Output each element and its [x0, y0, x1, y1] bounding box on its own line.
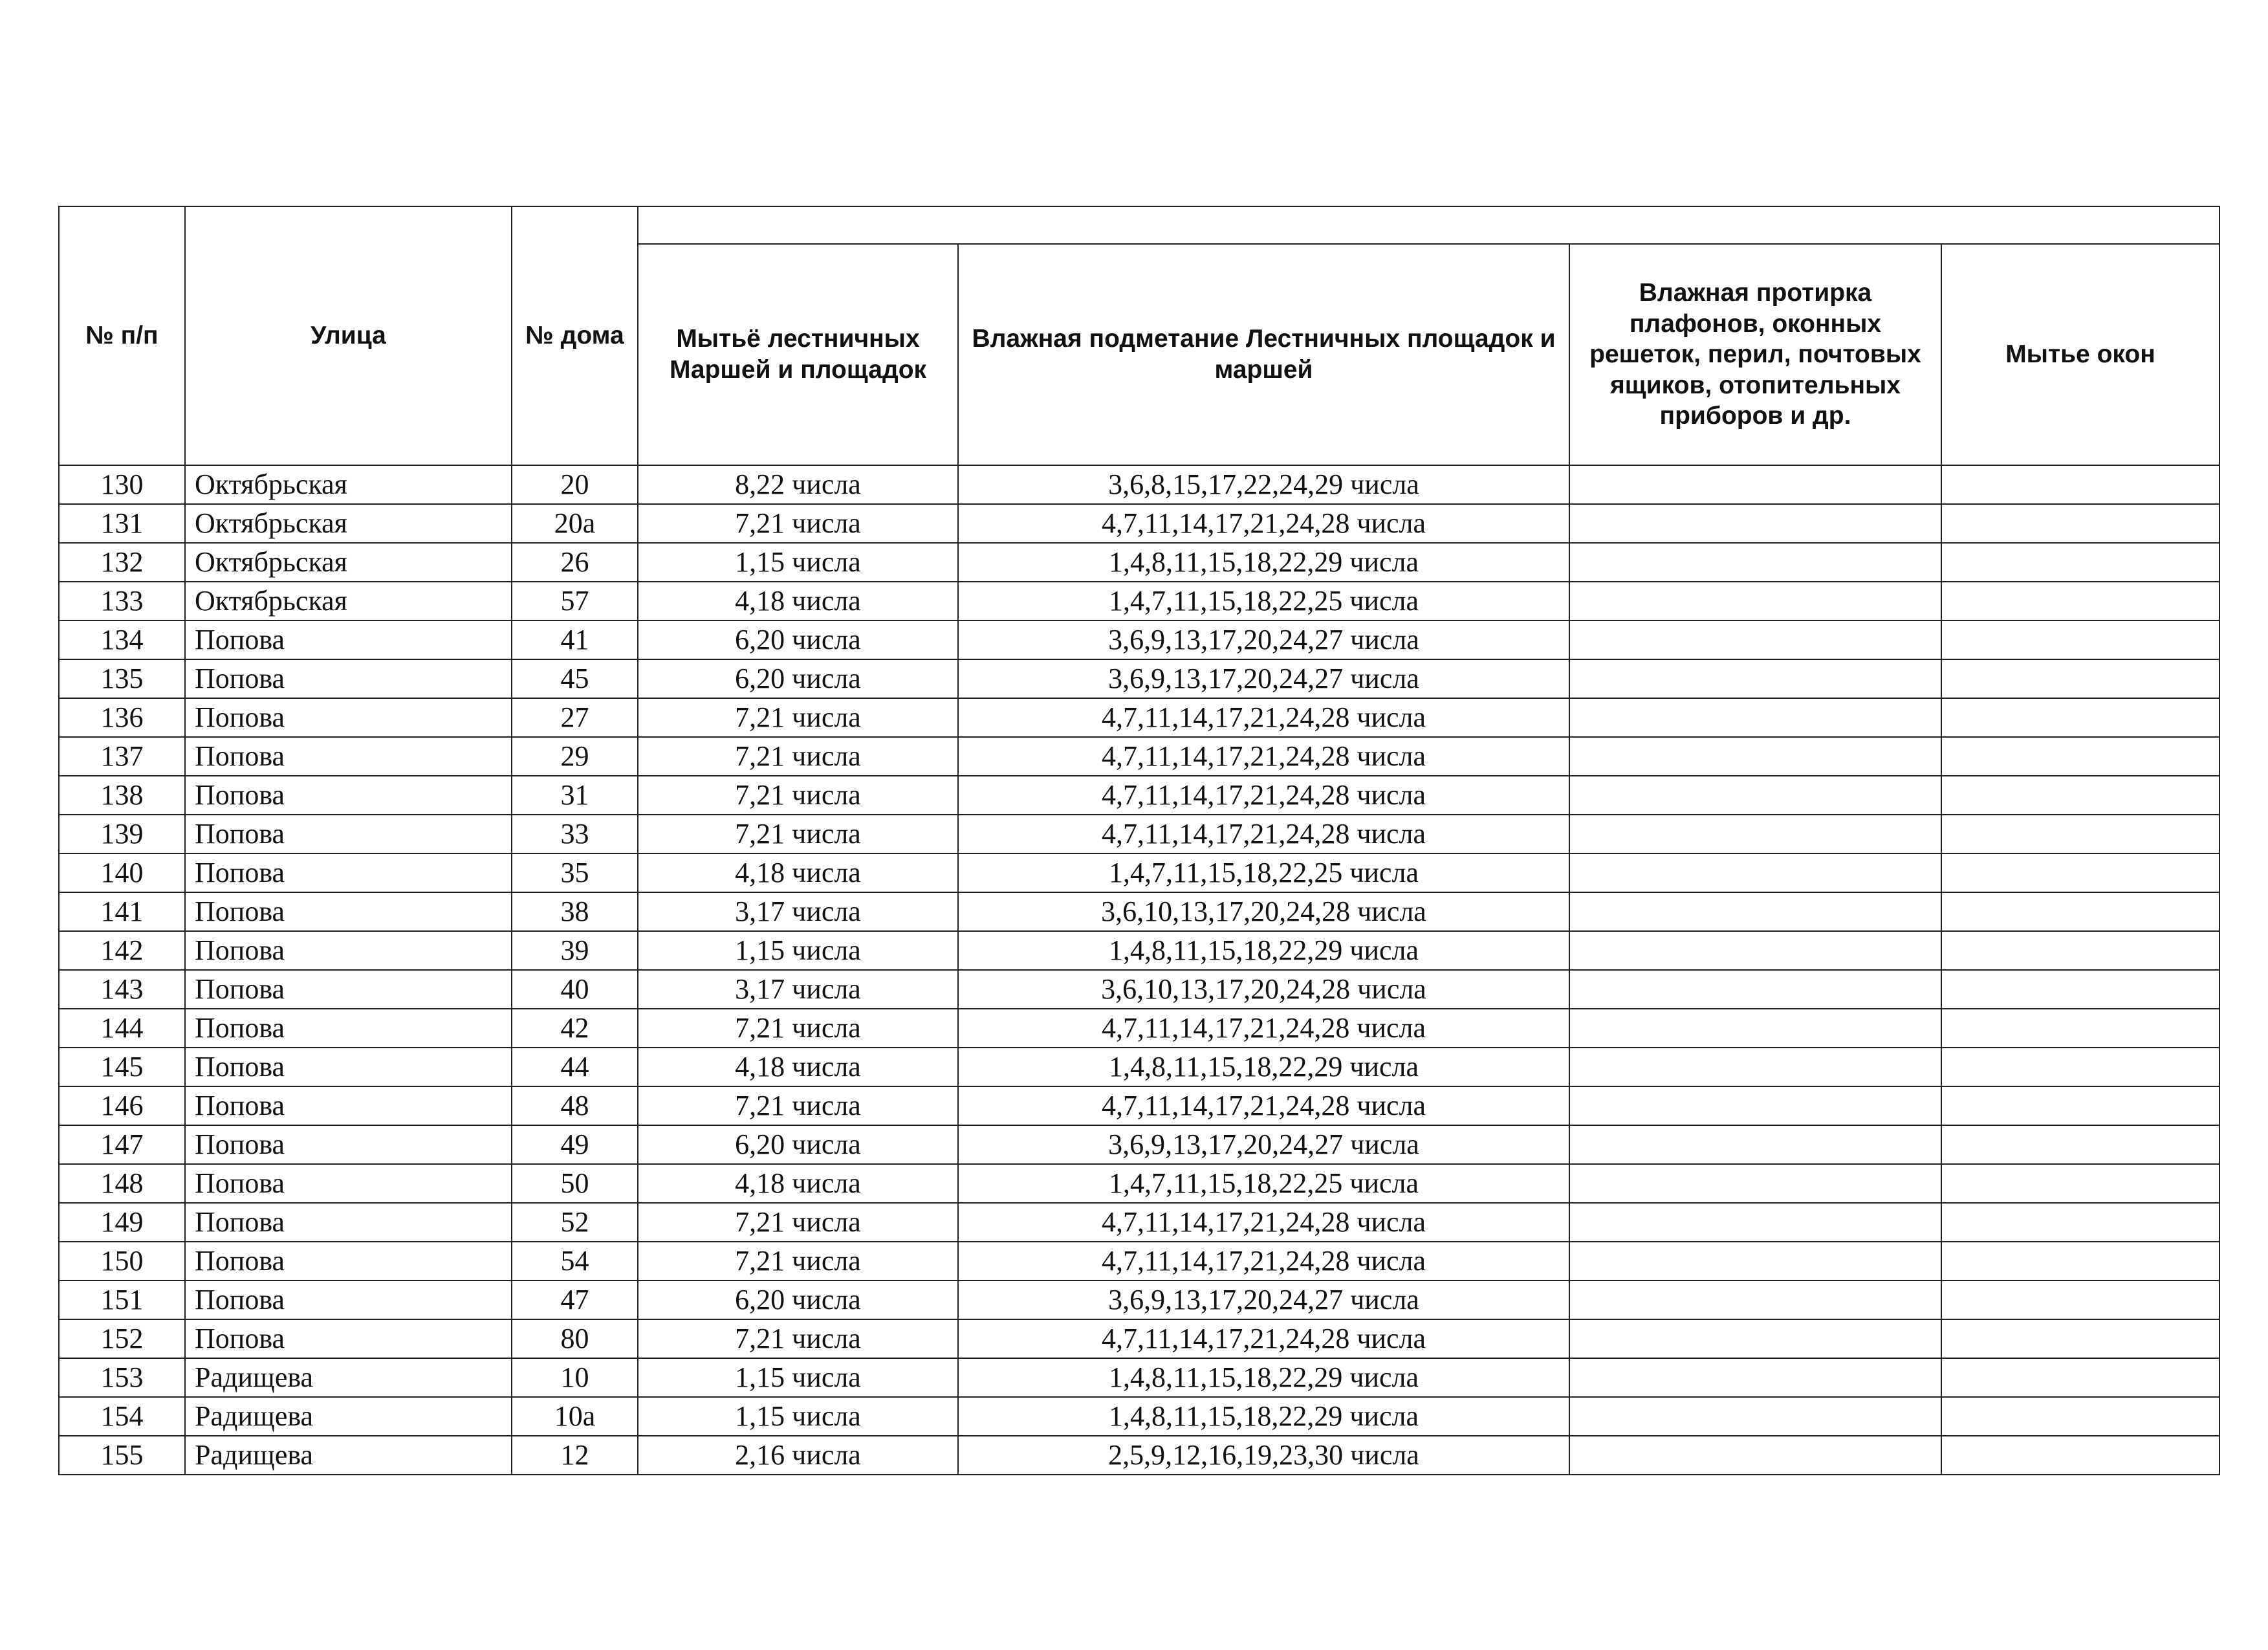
window-wash-cell	[1941, 1086, 2219, 1125]
wipe-schedule-cell	[1569, 970, 1941, 1009]
house-number-cell: 49	[512, 1125, 638, 1164]
wipe-schedule-cell	[1569, 465, 1941, 504]
window-wash-cell	[1941, 815, 2219, 853]
street-cell: Октябрьская	[185, 543, 512, 582]
street-cell: Попова	[185, 853, 512, 892]
house-number-cell: 31	[512, 776, 638, 815]
house-number-cell: 12	[512, 1436, 638, 1475]
table-row	[59, 698, 2219, 737]
sweep-schedule-cell: 2,5,9,12,16,19,23,30 числа	[958, 1436, 1569, 1475]
table-row	[59, 504, 2219, 543]
street-cell: Радищева	[185, 1358, 512, 1397]
street-cell: Октябрьская	[185, 465, 512, 504]
wash-schedule-cell: 7,21 числа	[638, 504, 958, 543]
row-number-cell: 136	[59, 698, 185, 737]
wash-schedule-cell: 7,21 числа	[638, 776, 958, 815]
header-number: № п/п	[59, 206, 185, 465]
house-number-cell: 42	[512, 1009, 638, 1048]
table-row	[59, 815, 2219, 853]
wash-schedule-cell: 7,21 числа	[638, 1009, 958, 1048]
street-cell: Попова	[185, 931, 512, 970]
table-row	[59, 1086, 2219, 1125]
table-row	[59, 1125, 2219, 1164]
sweep-schedule-cell: 1,4,8,11,15,18,22,29 числа	[958, 1397, 1569, 1436]
house-number-cell: 26	[512, 543, 638, 582]
table-row	[59, 543, 2219, 582]
window-wash-cell	[1941, 504, 2219, 543]
window-wash-cell	[1941, 853, 2219, 892]
wash-schedule-cell: 7,21 числа	[638, 1319, 958, 1358]
wipe-schedule-cell	[1569, 1048, 1941, 1086]
house-number-cell: 20а	[512, 504, 638, 543]
house-number-cell: 27	[512, 698, 638, 737]
window-wash-cell	[1941, 698, 2219, 737]
house-number-cell: 45	[512, 659, 638, 698]
table-row	[59, 892, 2219, 931]
window-wash-cell	[1941, 465, 2219, 504]
sweep-schedule-cell: 4,7,11,14,17,21,24,28 числа	[958, 815, 1569, 853]
table-row	[59, 1397, 2219, 1436]
house-number-cell: 54	[512, 1242, 638, 1281]
house-number-cell: 57	[512, 582, 638, 621]
header-house: № дома	[512, 206, 638, 465]
table-row	[59, 1242, 2219, 1281]
street-cell: Попова	[185, 815, 512, 853]
house-number-cell: 52	[512, 1203, 638, 1242]
row-number-cell: 155	[59, 1436, 185, 1475]
street-cell: Октябрьская	[185, 582, 512, 621]
wash-schedule-cell: 8,22 числа	[638, 465, 958, 504]
window-wash-cell	[1941, 892, 2219, 931]
table-row	[59, 1281, 2219, 1319]
sweep-schedule-cell: 4,7,11,14,17,21,24,28 числа	[958, 1242, 1569, 1281]
house-number-cell: 41	[512, 621, 638, 659]
table-row	[59, 621, 2219, 659]
window-wash-cell	[1941, 1358, 2219, 1397]
wash-schedule-cell: 4,18 числа	[638, 853, 958, 892]
window-wash-cell	[1941, 543, 2219, 582]
wipe-schedule-cell	[1569, 776, 1941, 815]
house-number-cell: 38	[512, 892, 638, 931]
window-wash-cell	[1941, 1009, 2219, 1048]
house-number-cell: 80	[512, 1319, 638, 1358]
row-number-cell: 152	[59, 1319, 185, 1358]
sweep-schedule-cell: 3,6,8,15,17,22,24,29 числа	[958, 465, 1569, 504]
wipe-schedule-cell	[1569, 1086, 1941, 1125]
house-number-cell: 40	[512, 970, 638, 1009]
row-number-cell: 147	[59, 1125, 185, 1164]
wash-schedule-cell: 6,20 числа	[638, 659, 958, 698]
row-number-cell: 132	[59, 543, 185, 582]
sweep-schedule-cell: 4,7,11,14,17,21,24,28 числа	[958, 1319, 1569, 1358]
house-number-cell: 10	[512, 1358, 638, 1397]
table-row	[59, 1319, 2219, 1358]
row-number-cell: 143	[59, 970, 185, 1009]
row-number-cell: 142	[59, 931, 185, 970]
header-sweep: Влажная подметание Лестничных площадок и маршей	[958, 244, 1569, 465]
sweep-schedule-cell: 4,7,11,14,17,21,24,28 числа	[958, 1009, 1569, 1048]
window-wash-cell	[1941, 776, 2219, 815]
wipe-schedule-cell	[1569, 1436, 1941, 1475]
street-cell: Попова	[185, 737, 512, 776]
house-number-cell: 48	[512, 1086, 638, 1125]
sweep-schedule-cell: 1,4,8,11,15,18,22,29 числа	[958, 543, 1569, 582]
house-number-cell: 35	[512, 853, 638, 892]
wash-schedule-cell: 3,17 числа	[638, 970, 958, 1009]
row-number-cell: 149	[59, 1203, 185, 1242]
wash-schedule-cell: 6,20 числа	[638, 1125, 958, 1164]
sweep-schedule-cell: 4,7,11,14,17,21,24,28 числа	[958, 1086, 1569, 1125]
street-cell: Попова	[185, 1048, 512, 1086]
street-cell: Попова	[185, 1125, 512, 1164]
table-row	[59, 970, 2219, 1009]
table-row	[59, 776, 2219, 815]
cleaning-schedule-table	[58, 206, 2220, 1475]
window-wash-cell	[1941, 1125, 2219, 1164]
street-cell: Попова	[185, 1009, 512, 1048]
wash-schedule-cell: 7,21 числа	[638, 1242, 958, 1281]
row-number-cell: 131	[59, 504, 185, 543]
wash-schedule-cell: 7,21 числа	[638, 698, 958, 737]
table-row	[59, 1164, 2219, 1203]
row-number-cell: 140	[59, 853, 185, 892]
house-number-cell: 50	[512, 1164, 638, 1203]
header-wash: Мытьё лестничных Маршей и площадок	[638, 244, 958, 465]
wash-schedule-cell: 6,20 числа	[638, 1281, 958, 1319]
street-cell: Радищева	[185, 1397, 512, 1436]
table-body	[59, 465, 2219, 1475]
row-number-cell: 130	[59, 465, 185, 504]
sweep-schedule-cell: 3,6,9,13,17,20,24,27 числа	[958, 659, 1569, 698]
window-wash-cell	[1941, 737, 2219, 776]
sweep-schedule-cell: 1,4,7,11,15,18,22,25 числа	[958, 582, 1569, 621]
table-row	[59, 931, 2219, 970]
street-cell: Попова	[185, 1086, 512, 1125]
table-header	[59, 206, 2219, 465]
wipe-schedule-cell	[1569, 737, 1941, 776]
wipe-schedule-cell	[1569, 504, 1941, 543]
wipe-schedule-cell	[1569, 815, 1941, 853]
street-cell: Радищева	[185, 1436, 512, 1475]
street-cell: Попова	[185, 1242, 512, 1281]
sweep-schedule-cell: 1,4,8,11,15,18,22,29 числа	[958, 931, 1569, 970]
wipe-schedule-cell	[1569, 698, 1941, 737]
street-cell: Попова	[185, 1164, 512, 1203]
window-wash-cell	[1941, 582, 2219, 621]
wash-schedule-cell: 6,20 числа	[638, 621, 958, 659]
street-cell: Попова	[185, 776, 512, 815]
window-wash-cell	[1941, 1397, 2219, 1436]
window-wash-cell	[1941, 1242, 2219, 1281]
street-cell: Попова	[185, 892, 512, 931]
house-number-cell: 10а	[512, 1397, 638, 1436]
sweep-schedule-cell: 3,6,9,13,17,20,24,27 числа	[958, 621, 1569, 659]
house-number-cell: 33	[512, 815, 638, 853]
row-number-cell: 141	[59, 892, 185, 931]
table-row	[59, 737, 2219, 776]
wipe-schedule-cell	[1569, 853, 1941, 892]
wipe-schedule-cell	[1569, 1319, 1941, 1358]
row-number-cell: 139	[59, 815, 185, 853]
street-cell: Попова	[185, 970, 512, 1009]
header-windows: Мытье окон	[1941, 244, 2219, 465]
row-number-cell: 135	[59, 659, 185, 698]
street-cell: Попова	[185, 698, 512, 737]
sweep-schedule-cell: 1,4,7,11,15,18,22,25 числа	[958, 853, 1569, 892]
wash-schedule-cell: 2,16 числа	[638, 1436, 958, 1475]
header-group-row	[59, 206, 2219, 244]
wash-schedule-cell: 7,21 числа	[638, 1203, 958, 1242]
window-wash-cell	[1941, 1203, 2219, 1242]
street-cell: Октябрьская	[185, 504, 512, 543]
table-row	[59, 465, 2219, 504]
row-number-cell: 137	[59, 737, 185, 776]
sweep-schedule-cell: 4,7,11,14,17,21,24,28 числа	[958, 776, 1569, 815]
table-row	[59, 1048, 2219, 1086]
wash-schedule-cell: 1,15 числа	[638, 543, 958, 582]
wipe-schedule-cell	[1569, 1164, 1941, 1203]
table-row	[59, 1358, 2219, 1397]
row-number-cell: 145	[59, 1048, 185, 1086]
header-street: Улица	[185, 206, 512, 465]
wipe-schedule-cell	[1569, 1397, 1941, 1436]
row-number-cell: 150	[59, 1242, 185, 1281]
wipe-schedule-cell	[1569, 892, 1941, 931]
sweep-schedule-cell: 4,7,11,14,17,21,24,28 числа	[958, 698, 1569, 737]
header-group-blank	[638, 206, 2219, 244]
street-cell: Попова	[185, 1319, 512, 1358]
window-wash-cell	[1941, 931, 2219, 970]
table-row	[59, 853, 2219, 892]
table-row	[59, 1009, 2219, 1048]
house-number-cell: 47	[512, 1281, 638, 1319]
table-row	[59, 659, 2219, 698]
wash-schedule-cell: 4,18 числа	[638, 1164, 958, 1203]
window-wash-cell	[1941, 1048, 2219, 1086]
row-number-cell: 134	[59, 621, 185, 659]
row-number-cell: 144	[59, 1009, 185, 1048]
house-number-cell: 20	[512, 465, 638, 504]
wipe-schedule-cell	[1569, 543, 1941, 582]
wipe-schedule-cell	[1569, 1242, 1941, 1281]
row-number-cell: 138	[59, 776, 185, 815]
sweep-schedule-cell: 3,6,9,13,17,20,24,27 числа	[958, 1281, 1569, 1319]
window-wash-cell	[1941, 970, 2219, 1009]
wipe-schedule-cell	[1569, 582, 1941, 621]
row-number-cell: 151	[59, 1281, 185, 1319]
wash-schedule-cell: 7,21 числа	[638, 815, 958, 853]
wash-schedule-cell: 1,15 числа	[638, 1397, 958, 1436]
wipe-schedule-cell	[1569, 659, 1941, 698]
window-wash-cell	[1941, 1319, 2219, 1358]
sweep-schedule-cell: 1,4,8,11,15,18,22,29 числа	[958, 1358, 1569, 1397]
window-wash-cell	[1941, 1436, 2219, 1475]
wipe-schedule-cell	[1569, 1125, 1941, 1164]
table-row	[59, 582, 2219, 621]
window-wash-cell	[1941, 659, 2219, 698]
row-number-cell: 146	[59, 1086, 185, 1125]
table-row	[59, 1203, 2219, 1242]
wash-schedule-cell: 7,21 числа	[638, 1086, 958, 1125]
sweep-schedule-cell: 4,7,11,14,17,21,24,28 числа	[958, 1203, 1569, 1242]
sweep-schedule-cell: 1,4,7,11,15,18,22,25 числа	[958, 1164, 1569, 1203]
wipe-schedule-cell	[1569, 1281, 1941, 1319]
street-cell: Попова	[185, 1203, 512, 1242]
wash-schedule-cell: 1,15 числа	[638, 931, 958, 970]
street-cell: Попова	[185, 659, 512, 698]
house-number-cell: 39	[512, 931, 638, 970]
wipe-schedule-cell	[1569, 1203, 1941, 1242]
window-wash-cell	[1941, 1281, 2219, 1319]
row-number-cell: 148	[59, 1164, 185, 1203]
wipe-schedule-cell	[1569, 931, 1941, 970]
row-number-cell: 133	[59, 582, 185, 621]
house-number-cell: 44	[512, 1048, 638, 1086]
sweep-schedule-cell: 4,7,11,14,17,21,24,28 числа	[958, 737, 1569, 776]
wash-schedule-cell: 4,18 числа	[638, 582, 958, 621]
sweep-schedule-cell: 3,6,10,13,17,20,24,28 числа	[958, 892, 1569, 931]
wipe-schedule-cell	[1569, 1009, 1941, 1048]
row-number-cell: 153	[59, 1358, 185, 1397]
wash-schedule-cell: 7,21 числа	[638, 737, 958, 776]
window-wash-cell	[1941, 1164, 2219, 1203]
wipe-schedule-cell	[1569, 1358, 1941, 1397]
sweep-schedule-cell: 4,7,11,14,17,21,24,28 числа	[958, 504, 1569, 543]
wash-schedule-cell: 3,17 числа	[638, 892, 958, 931]
window-wash-cell	[1941, 621, 2219, 659]
sweep-schedule-cell: 3,6,9,13,17,20,24,27 числа	[958, 1125, 1569, 1164]
street-cell: Попова	[185, 1281, 512, 1319]
house-number-cell: 29	[512, 737, 638, 776]
row-number-cell: 154	[59, 1397, 185, 1436]
wash-schedule-cell: 1,15 числа	[638, 1358, 958, 1397]
street-cell: Попова	[185, 621, 512, 659]
header-wipe: Влажная протирка плафонов, оконных решеток, перил, почтовых ящиков, отопительных приборов и др.	[1569, 244, 1941, 465]
wash-schedule-cell: 4,18 числа	[638, 1048, 958, 1086]
sweep-schedule-cell: 3,6,10,13,17,20,24,28 числа	[958, 970, 1569, 1009]
sweep-schedule-cell: 1,4,8,11,15,18,22,29 числа	[958, 1048, 1569, 1086]
table-row	[59, 1436, 2219, 1475]
wipe-schedule-cell	[1569, 621, 1941, 659]
